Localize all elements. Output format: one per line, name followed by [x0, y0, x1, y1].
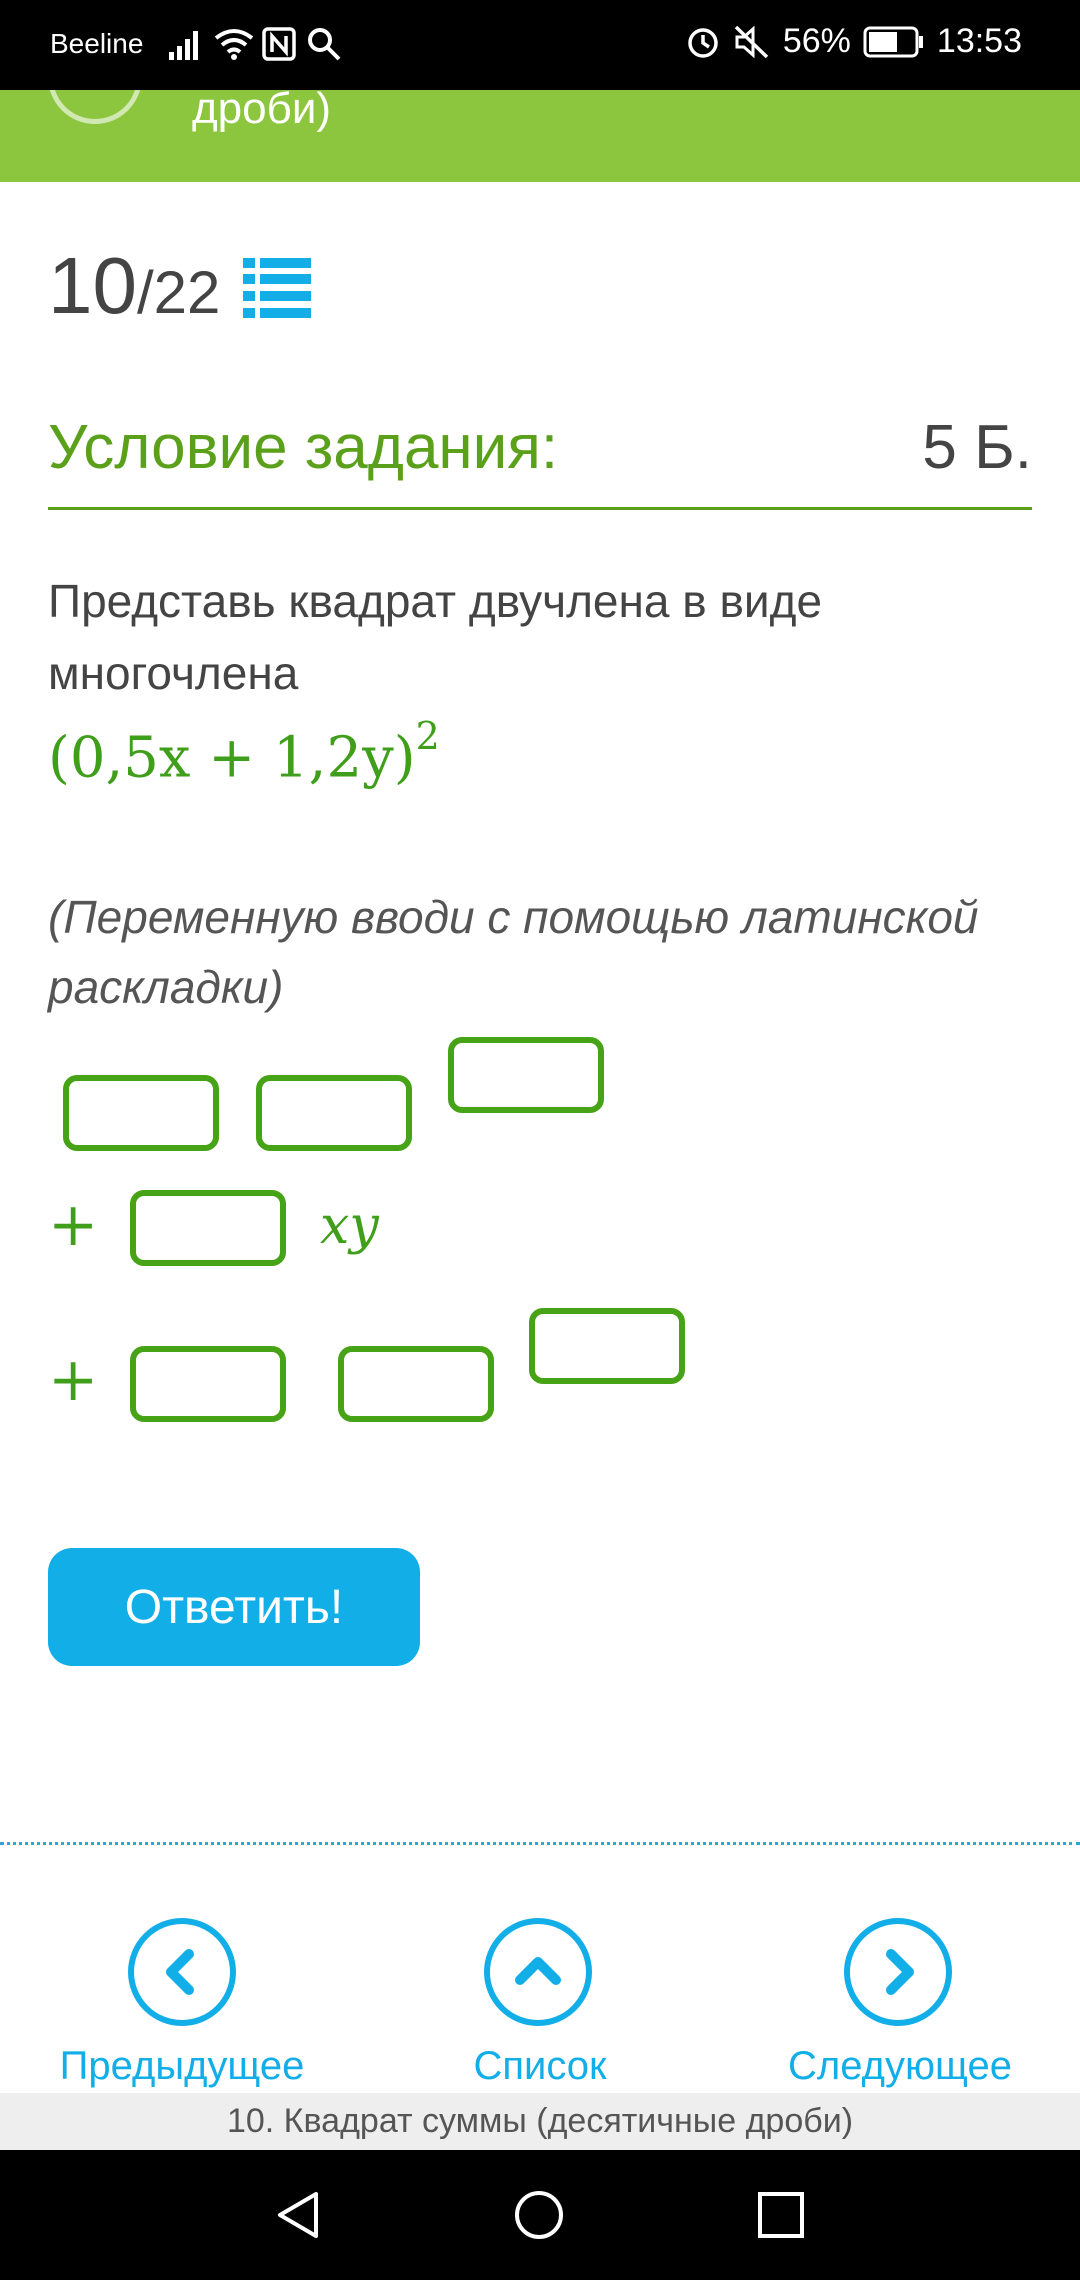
answer-input-var1[interactable] [256, 1075, 412, 1151]
mute-icon [733, 24, 771, 60]
cell-signal-icon [168, 26, 204, 62]
formula-base: (0,5x + 1,2y) [48, 725, 416, 791]
formula-exponent: 2 [415, 714, 440, 758]
next-button[interactable] [844, 1918, 952, 2026]
system-nav-bar [0, 2150, 1080, 2280]
lesson-header [0, 90, 1080, 182]
points-label: 5 Б. [922, 413, 1032, 482]
status-bar [0, 0, 1080, 90]
back-triangle-icon[interactable] [272, 2188, 326, 2242]
answer-input-var3[interactable] [338, 1346, 494, 1422]
lesson-footer: 10. Квадрат суммы (десятичные дроби) [0, 2093, 1080, 2150]
answer-input-exp3[interactable] [529, 1308, 685, 1384]
task-progress [48, 240, 220, 332]
status-right [685, 22, 1022, 61]
total-tasks: /22 [136, 259, 221, 326]
header-back-icon[interactable] [48, 90, 142, 124]
task-list-icon[interactable] [243, 258, 311, 318]
condition-label: Условие задания: [48, 413, 559, 482]
chevron-up-icon [490, 1924, 586, 2020]
submit-button[interactable]: Ответить! [48, 1548, 420, 1666]
recents-square-icon[interactable] [754, 2188, 808, 2242]
plus-sign-2: + [48, 1345, 99, 1415]
answer-input-coef1[interactable] [63, 1075, 219, 1151]
current-task-number: 10 [48, 241, 137, 330]
home-circle-icon[interactable] [512, 2188, 566, 2242]
wifi-icon [214, 26, 254, 62]
chevron-right-icon [850, 1924, 946, 2020]
plus-sign-1: + [48, 1190, 99, 1260]
prev-button[interactable] [128, 1918, 236, 2026]
prev-label[interactable]: Предыдущее [59, 2044, 305, 2088]
carrier-label: Beeline [50, 28, 144, 59]
answer-input-coef2[interactable] [130, 1190, 286, 1266]
list-button[interactable] [484, 1918, 592, 2026]
alarm-icon [685, 24, 721, 60]
nfc-icon [262, 26, 296, 62]
battery-icon [863, 25, 925, 59]
answer-input-exp1[interactable] [448, 1037, 604, 1113]
task-text: Представь квадрат двучлена в виде многочлена [48, 575, 823, 699]
xy-term: xy [320, 1196, 379, 1256]
chevron-left-icon [134, 1924, 230, 2020]
search-icon [306, 26, 342, 62]
next-label[interactable]: Следующее [788, 2044, 1012, 2088]
clock: 13:53 [936, 22, 1022, 60]
header-title: дроби) [192, 90, 332, 133]
answer-input-coef3[interactable] [130, 1346, 286, 1422]
condition-header [48, 410, 1032, 510]
task-formula [48, 714, 440, 791]
task-hint: (Переменную вводи с помощью латинской раскладки) [48, 891, 979, 1013]
battery-percent: 56% [782, 22, 851, 60]
list-label[interactable]: Список [473, 2044, 607, 2088]
divider [0, 1842, 1080, 1845]
